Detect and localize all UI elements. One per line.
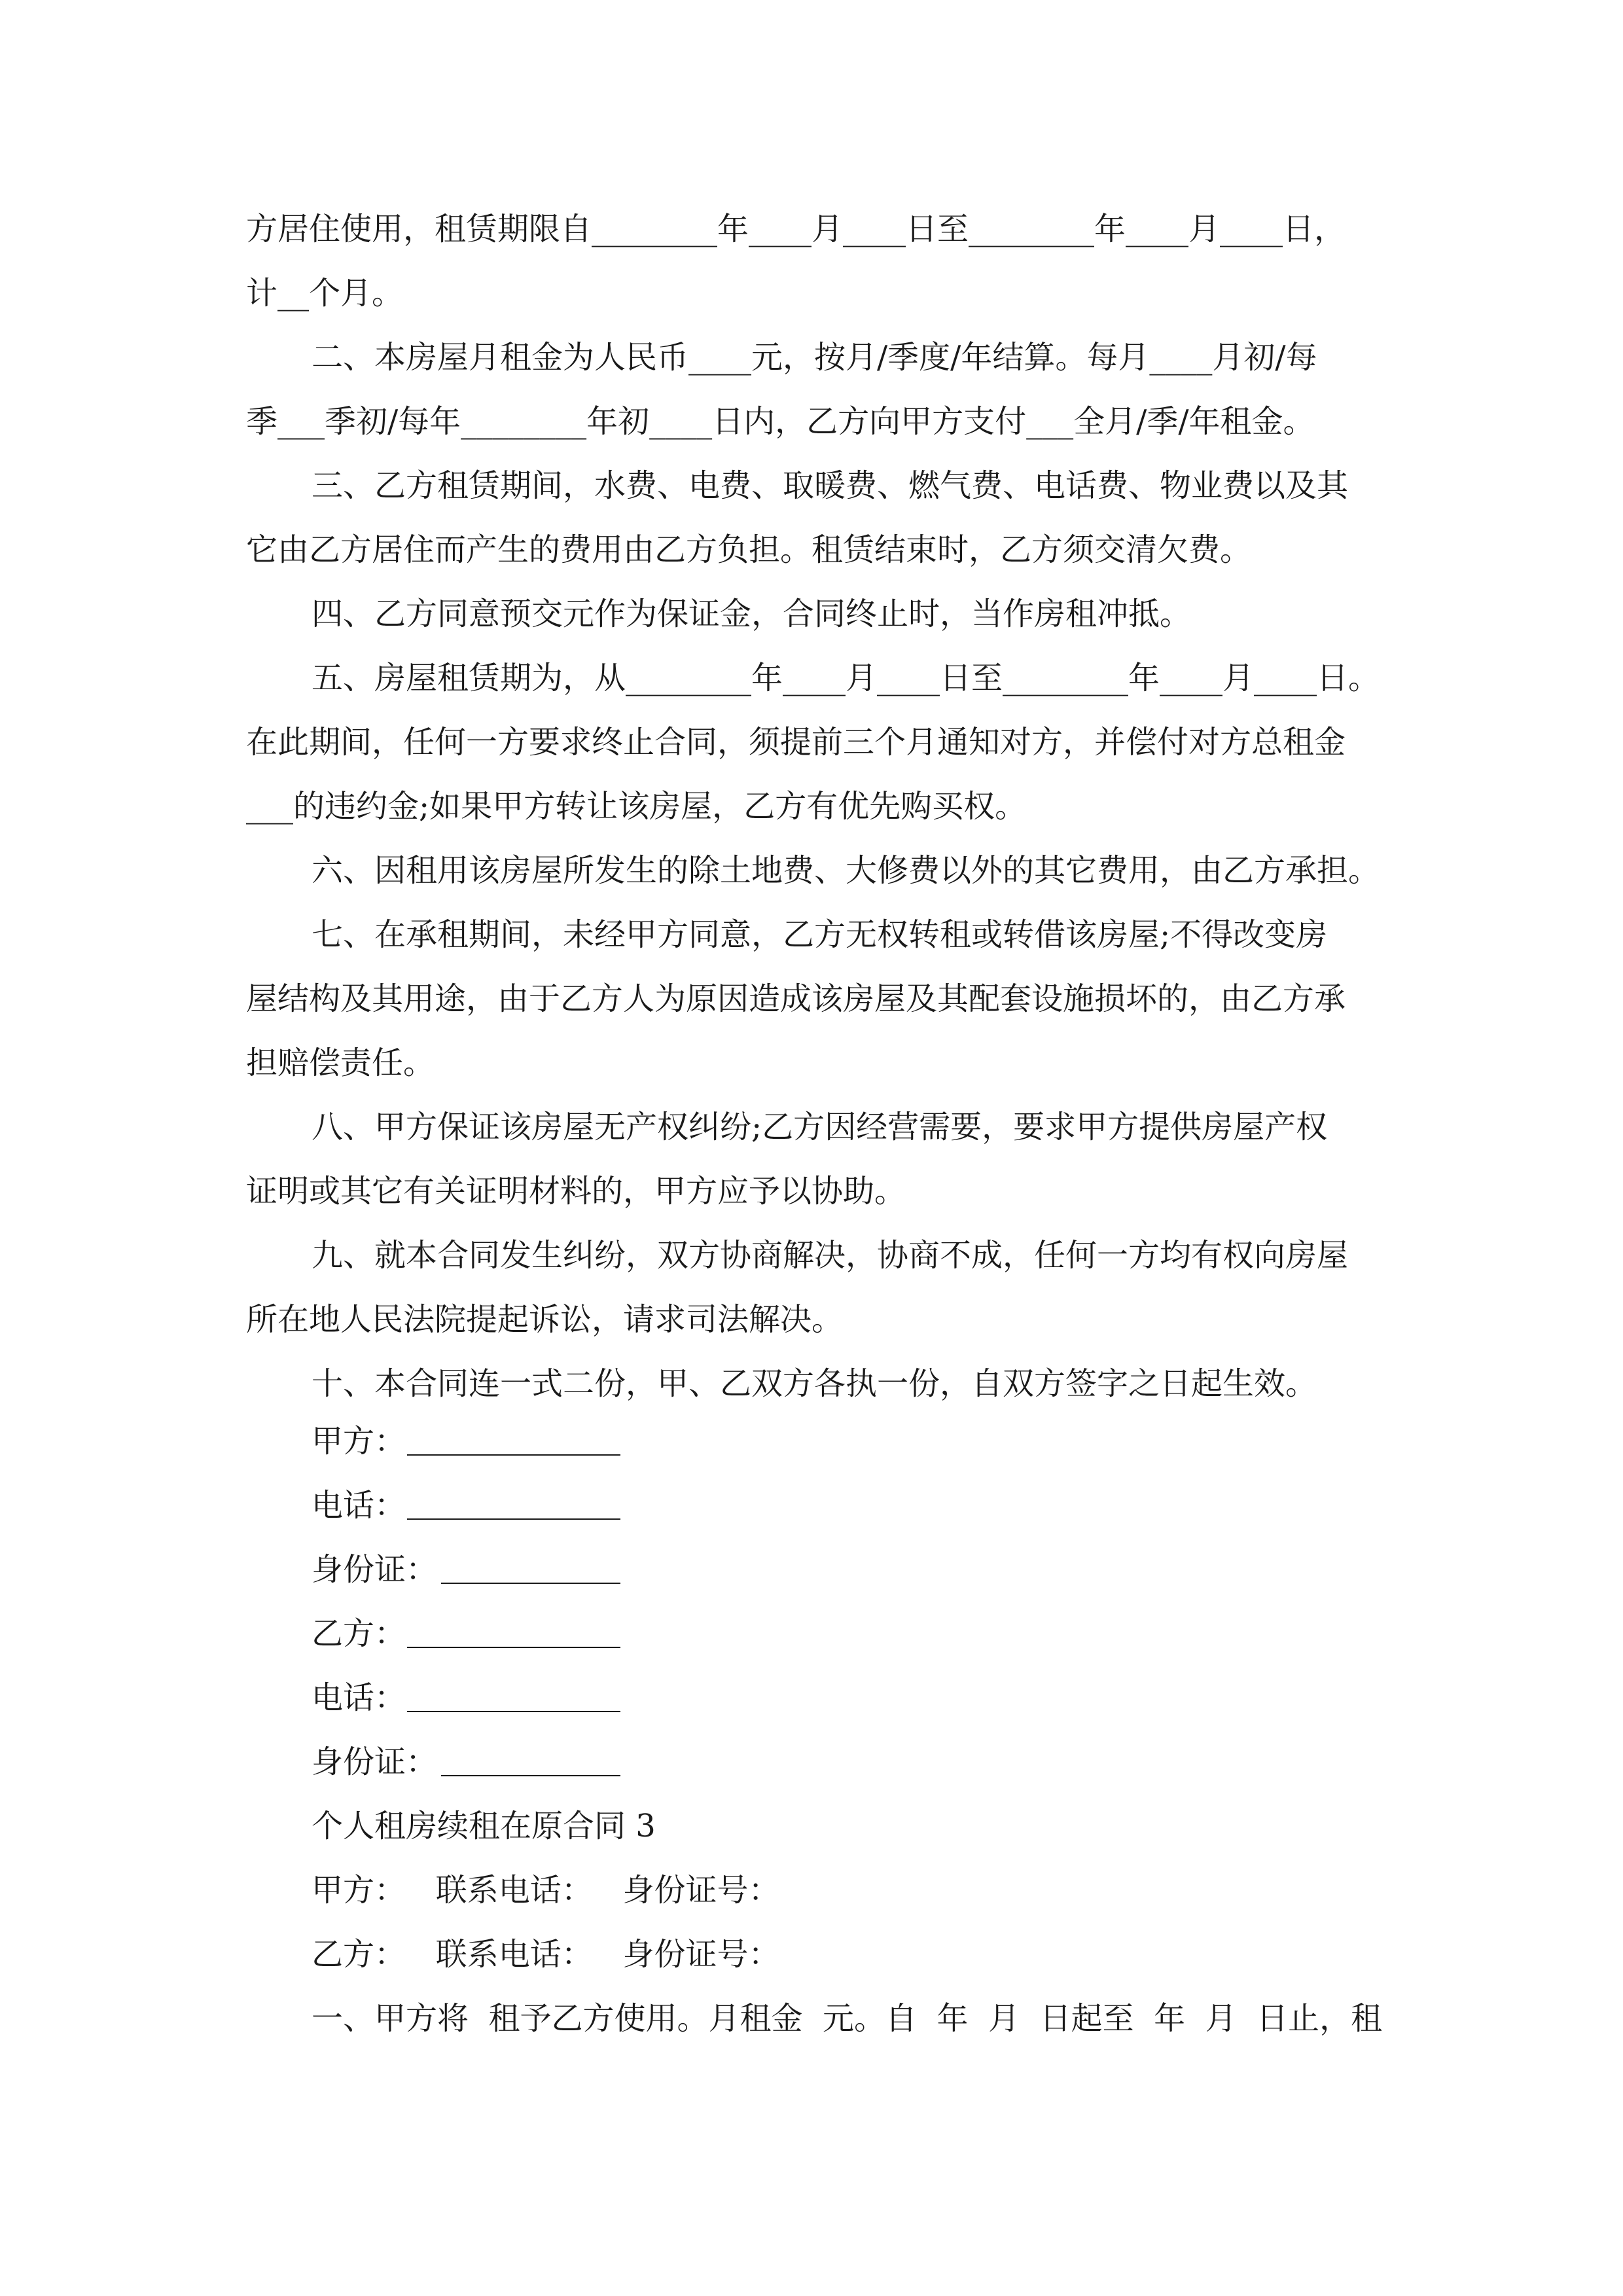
signature-party-a-blank — [407, 1454, 620, 1456]
signature-id-a-label: 身份证： — [312, 1551, 438, 1588]
clause-3-line-1: 三、乙方租赁期间，水费、电费、取暖费、燃气费、电话费、物业费以及其 — [312, 467, 1349, 504]
clause-1-line-1: 一、甲方将 租予乙方使用。月租金 元。自 年 月 日起至 年 月 日止，租 — [312, 2000, 1383, 2037]
clause-10-line-1: 十、本合同连一式二份，甲、乙双方各执一份，自双方签字之日起生效。 — [312, 1365, 1317, 1402]
clause-7-line-2: 屋结构及其用途，由于乙方人为原因造成该房屋及其配套设施损坏的，由乙方承 — [246, 980, 1346, 1017]
signature-party-b-label: 乙方： — [312, 1615, 406, 1652]
clause-5-line-1: 五、房屋租赁期为，从________年____月____日至________年____月____日。 — [312, 660, 1380, 696]
clause-5-line-2: 在此期间，任何一方要求终止合同，须提前三个月通知对方，并偿付对方总租金 — [246, 724, 1346, 761]
signature-phone-a-label: 电话： — [312, 1487, 406, 1524]
clause-2-line-2: 季___季初/每年________年初____日内，乙方向甲方支付___全月/季/年租金。 — [246, 403, 1315, 440]
clause-7-line-3: 担赔偿责任。 — [246, 1045, 435, 1081]
clause-5-line-3: ___的违约金;如果甲方转让该房屋，乙方有优先购买权。 — [246, 788, 1027, 825]
clause-9-line-2: 所在地人民法院提起诉讼，请求司法解决。 — [246, 1301, 844, 1338]
clause-6-line-1: 六、因租用该房屋所发生的除土地费、大修费以外的其它费用，由乙方承担。 — [312, 852, 1380, 889]
signature-id-b-label: 身份证： — [312, 1744, 438, 1780]
party-a-contact-line: 甲方： 联系电话： 身份证号： — [312, 1872, 780, 1909]
signature-party-b-blank — [407, 1647, 620, 1648]
clause-2-line-1: 二、本房屋月租金为人民币____元，按月/季度/年结算。每月____月初/每 — [312, 339, 1317, 376]
clause-3-line-2: 它由乙方居住而产生的费用由乙方负担。租赁结束时，乙方须交清欠费。 — [246, 531, 1252, 568]
signature-id-b-blank — [441, 1775, 620, 1776]
signature-party-a-label: 甲方： — [312, 1423, 406, 1460]
clause-9-line-1: 九、就本合同发生纠纷，双方协商解决，协商不成，任何一方均有权向房屋 — [312, 1237, 1349, 1274]
body-line-2: 计__个月。 — [246, 275, 404, 312]
party-b-contact-line: 乙方： 联系电话： 身份证号： — [312, 1936, 780, 1973]
signature-phone-b-label: 电话： — [312, 1679, 406, 1716]
clause-8-line-2: 证明或其它有关证明材料的，甲方应予以协助。 — [246, 1173, 906, 1210]
body-line-1: 方居住使用，租赁期限自________年____月____日至________年____月____日， — [246, 211, 1346, 247]
signature-phone-b-blank — [407, 1711, 620, 1712]
clause-7-line-1: 七、在承租期间，未经甲方同意，乙方无权转租或转借该房屋;不得改变房 — [312, 916, 1328, 953]
section-title: 个人租房续租在原合同 3 — [312, 1808, 656, 1844]
clause-8-line-1: 八、甲方保证该房屋无产权纠纷;乙方因经营需要，要求甲方提供房屋产权 — [312, 1109, 1328, 1145]
clause-4-line-1: 四、乙方同意预交元作为保证金，合同终止时，当作房租冲抵。 — [312, 596, 1192, 632]
signature-id-a-blank — [441, 1583, 620, 1584]
signature-phone-a-blank — [407, 1518, 620, 1520]
